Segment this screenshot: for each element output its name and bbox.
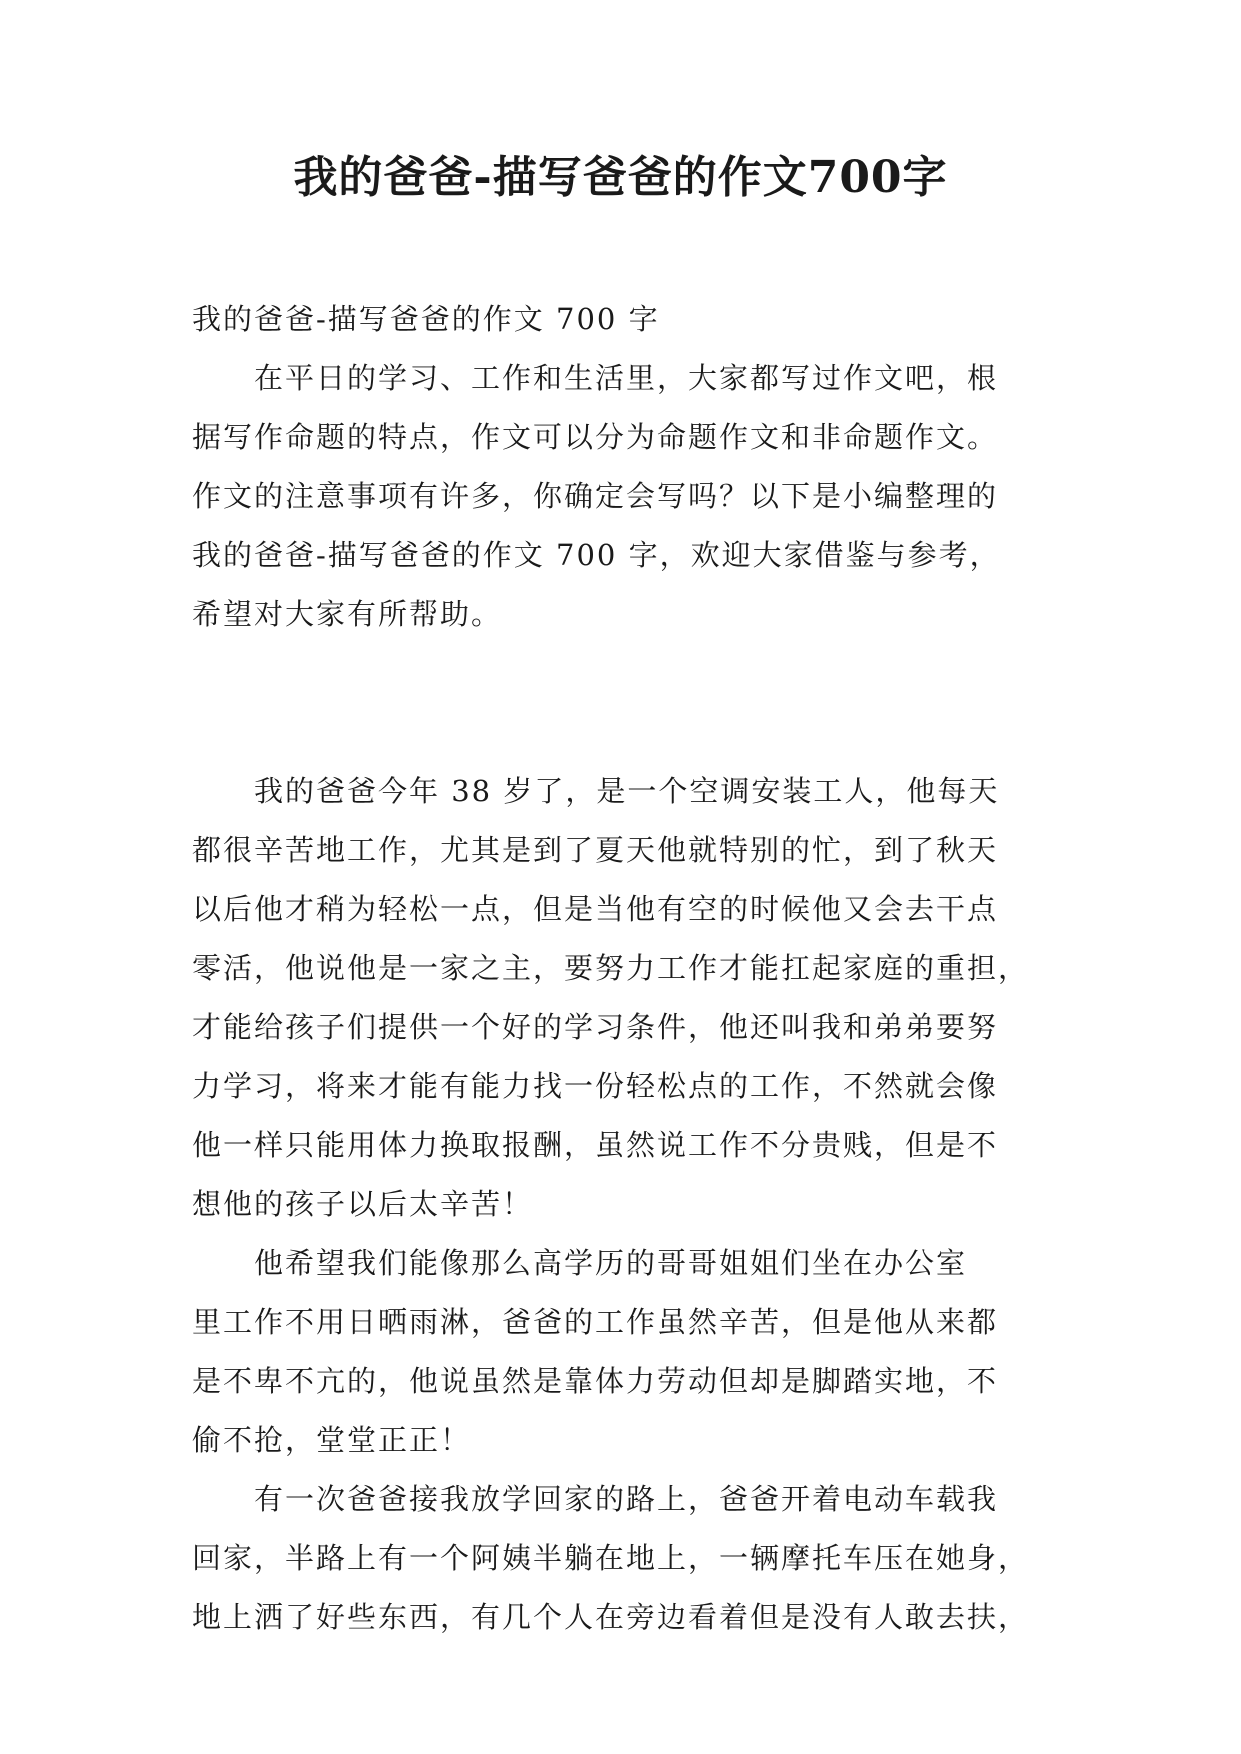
text-line: 回家，半路上有一个阿姨半躺在地上，一辆摩托车压在她身， [192,1541,1030,1575]
text-line: 他一样只能用体力换取报酬，虽然说工作不分贵贱，但是不 [192,1128,999,1162]
text-line: 地上洒了好些东西，有几个人在旁边看着但是没有人敢去扶， [192,1600,1030,1634]
document-body [192,290,1072,1647]
text-line: 他希望我们能像那么高学历的哥哥姐姐们坐在办公室 [192,1246,968,1280]
text-line: 才能给孩子们提供一个好的学习条件，他还叫我和弟弟要努 [192,1010,999,1044]
text-line: 零活，他说他是一家之主，要努力工作才能扛起家庭的重担， [192,951,1030,985]
text-line: 希望对大家有所帮助。 [192,597,503,631]
text-line: 以后他才稍为轻松一点，但是当他有空的时候他又会去干点 [192,892,999,926]
paragraph-gap [192,644,1072,762]
text-line: 都很辛苦地工作，尤其是到了夏天他就特别的忙，到了秋天 [192,833,999,867]
text-line: 偷不抢，堂堂正正！ [192,1423,472,1457]
text-line: 里工作不用日晒雨淋，爸爸的工作虽然辛苦，但是他从来都 [192,1305,999,1339]
text-line: 我的爸爸-描写爸爸的作文 700 字，欢迎大家借鉴与参考， [192,538,1001,572]
subtitle-line: 我的爸爸-描写爸爸的作文 700 字 [192,302,660,336]
text-line: 力学习，将来才能有能力找一份轻松点的工作，不然就会像 [192,1069,999,1103]
text-line: 是不卑不亢的，他说虽然是靠体力劳动但却是脚踏实地，不 [192,1364,999,1398]
text-line: 作文的注意事项有许多，你确定会写吗？以下是小编整理的 [192,479,999,513]
text-line: 据写作命题的特点，作文可以分为命题作文和非命题作文。 [192,420,999,454]
text-line: 我的爸爸今年 38 岁了，是一个空调安装工人，他每天 [192,774,1000,808]
text-line: 有一次爸爸接我放学回家的路上，爸爸开着电动车载我 [192,1482,999,1516]
document-title: 我的爸爸-描写爸爸的作文700字 [293,152,948,203]
text-line: 想他的孩子以后太辛苦！ [192,1187,534,1221]
text-line: 在平日的学习、工作和生活里，大家都写过作文吧，根 [192,361,999,395]
